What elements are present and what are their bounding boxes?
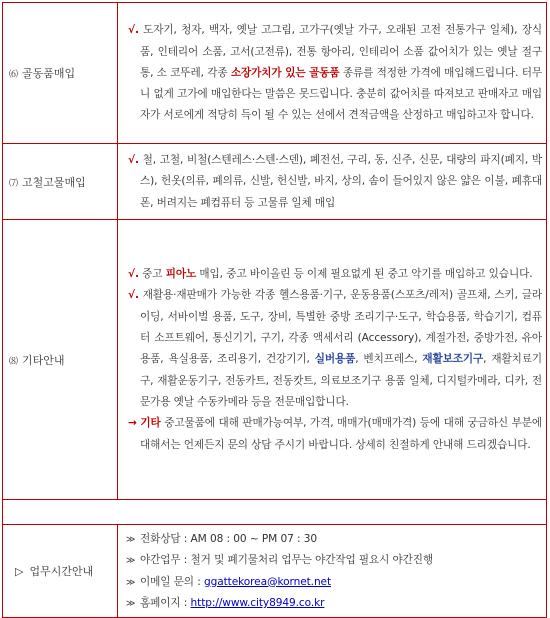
spacer-cell xyxy=(3,500,547,525)
etc-label-num: ⑻ xyxy=(9,356,19,367)
scrap-paragraph xyxy=(128,150,542,214)
scrap-check-mark: √. xyxy=(128,154,139,167)
spacer-row xyxy=(3,500,547,525)
hours-night-text: 야간업무 : 철거 및 폐기물처리 업무는 야간작업 필요시 야간진행 xyxy=(140,554,434,567)
hours-label: 업무시간안내 xyxy=(29,565,94,578)
etc-paragraph-piano xyxy=(128,264,542,285)
antique-label-num: ⑹ xyxy=(9,70,19,80)
double-chevron-icon: ≫ xyxy=(126,534,136,545)
scrap-label: 고철고물매입 xyxy=(22,175,86,189)
etc-paragraph-goods xyxy=(128,285,542,413)
hours-email-label: 이메일 문의 : xyxy=(140,575,204,588)
antique-label: 골동품매입 xyxy=(22,67,76,80)
etc-content xyxy=(118,220,547,500)
etc-check-mark-1: √. xyxy=(128,268,139,281)
antique-text-a: 도자기, 청자, 백자, 옛날 고그림, 고가구(옛날 가구, 오래된 고전 전통가구 일체), 장식품, 인테리어 소품, 고서(고전류), 전통 항아리, 인테리어 소품 값어치가 있는 옛날 절구통, 소 코뚜레, 각종 xyxy=(140,24,542,79)
etc-p2-text-b: , 벤치프레스, xyxy=(355,353,423,366)
antique-check-mark: √. xyxy=(128,24,139,37)
etc-kita-highlight: 기타 xyxy=(140,417,161,430)
etc-p3-text: 중고물품에 대해 판매가능여부, 가격, 매매가(매매가격) 등에 대해 궁금하신 부분에 대해서는 언제든지 문의 상담 주시기 바랍니다. 상세히 친절하게 안내해 드리겠습니다. xyxy=(140,417,542,451)
etc-check-mark-2: √. xyxy=(128,289,139,302)
double-chevron-icon: ≫ xyxy=(126,556,136,567)
antique-row xyxy=(3,3,547,144)
arrow-right-icon: → xyxy=(128,417,137,430)
etc-silver-highlight: 실버용품 xyxy=(314,353,356,366)
antique-paragraph xyxy=(128,20,542,126)
hours-email-line xyxy=(126,572,542,593)
hours-homepage-label: 홈페이지 : xyxy=(140,596,191,609)
triangle-right-icon: ▷ xyxy=(15,565,24,578)
scrap-label-cell xyxy=(3,144,118,220)
etc-label-cell xyxy=(3,220,118,500)
scrap-label-num: ⑺ xyxy=(9,178,19,189)
hours-content xyxy=(118,525,547,618)
antique-highlight: 소장가치가 있는 골동품 xyxy=(230,66,340,79)
etc-piano-highlight: 피아노 xyxy=(165,268,197,281)
double-chevron-icon: ≫ xyxy=(126,598,136,609)
etc-label: 기타안내 xyxy=(22,353,65,367)
email-link[interactable]: ggattekorea@kornet.net xyxy=(203,575,332,588)
hours-label-cell xyxy=(3,525,118,618)
scrap-text: 철, 고철, 비철(스텐레스·스텐·스덴), 폐전선, 구리, 동, 신주, 신문, 대량의 파지(폐지, 박스), 헌옷(의류, 폐의류, 신발, 헌신발, 바지, 상의, 솜이 들어있지 않은 얇은 이불, 폐휴대폰, 버려지는 폐컴퓨터 등 고물류 일체 매입 xyxy=(140,154,542,209)
homepage-link[interactable]: http://www.city8949.co.kr xyxy=(190,596,325,609)
hours-night-line xyxy=(126,550,542,571)
etc-p2-text-a: 재활용·재판매가 가능한 각종 헬스용품·기구, 운동용품(스포츠/레저) 골프채, 스키, 글라이딩, 서바이벌 용품, 도구, 장비, 특별한 중방 조리기구·도구, 학습용품, 학습기기, 컴퓨터 소프트웨어, 통신기기, 구기, 각종 액세서리 (Accessory), 계절가전, 중방가전, 유아용품, 욕실용품, 조리용기, 건강기기, xyxy=(140,289,542,366)
info-table xyxy=(2,2,547,618)
etc-p2-text-c: , 재활치료기구, 재활운동기구, 전동카트, 전동캇트, 의료보조기구 용품 일체, 디지털카메라, 디카, 전문가용 옛날 수동카메라 등을 전문매입합니다. xyxy=(140,353,542,408)
antique-text-b: 종류를 적정한 가격에 매입해드립니다. 터무니 없게 고가에 매입한다는 말씀은 못드립니다. 충분히 값어치를 따져보고 판매자고 매입자가 서로에게 적당히 득이 될 수 있는 선에서 견적금액을 산정하고 매입하고자 합니다. xyxy=(140,66,542,122)
etc-row xyxy=(3,220,547,500)
antique-label-cell xyxy=(3,3,118,144)
etc-paragraph-inquiry xyxy=(128,413,542,456)
etc-p1-text-b: 매입, 중고 바이올린 등 이제 필요없게 된 중고 악기를 매입하고 있습니다. xyxy=(196,268,533,281)
hours-phone-line xyxy=(126,529,542,550)
hours-homepage-line xyxy=(126,593,542,614)
etc-p1-text-a: 중고 xyxy=(142,268,166,281)
antique-content xyxy=(118,3,547,144)
hours-phone-text: 전화상담 : AM 08 : 00 ~ PM 07 : 30 xyxy=(140,532,318,545)
hours-row xyxy=(3,525,547,618)
etc-rehab-highlight: 재활보조기구 xyxy=(422,353,484,366)
scrap-row xyxy=(3,144,547,220)
double-chevron-icon: ≫ xyxy=(126,577,136,588)
scrap-content xyxy=(118,144,547,220)
